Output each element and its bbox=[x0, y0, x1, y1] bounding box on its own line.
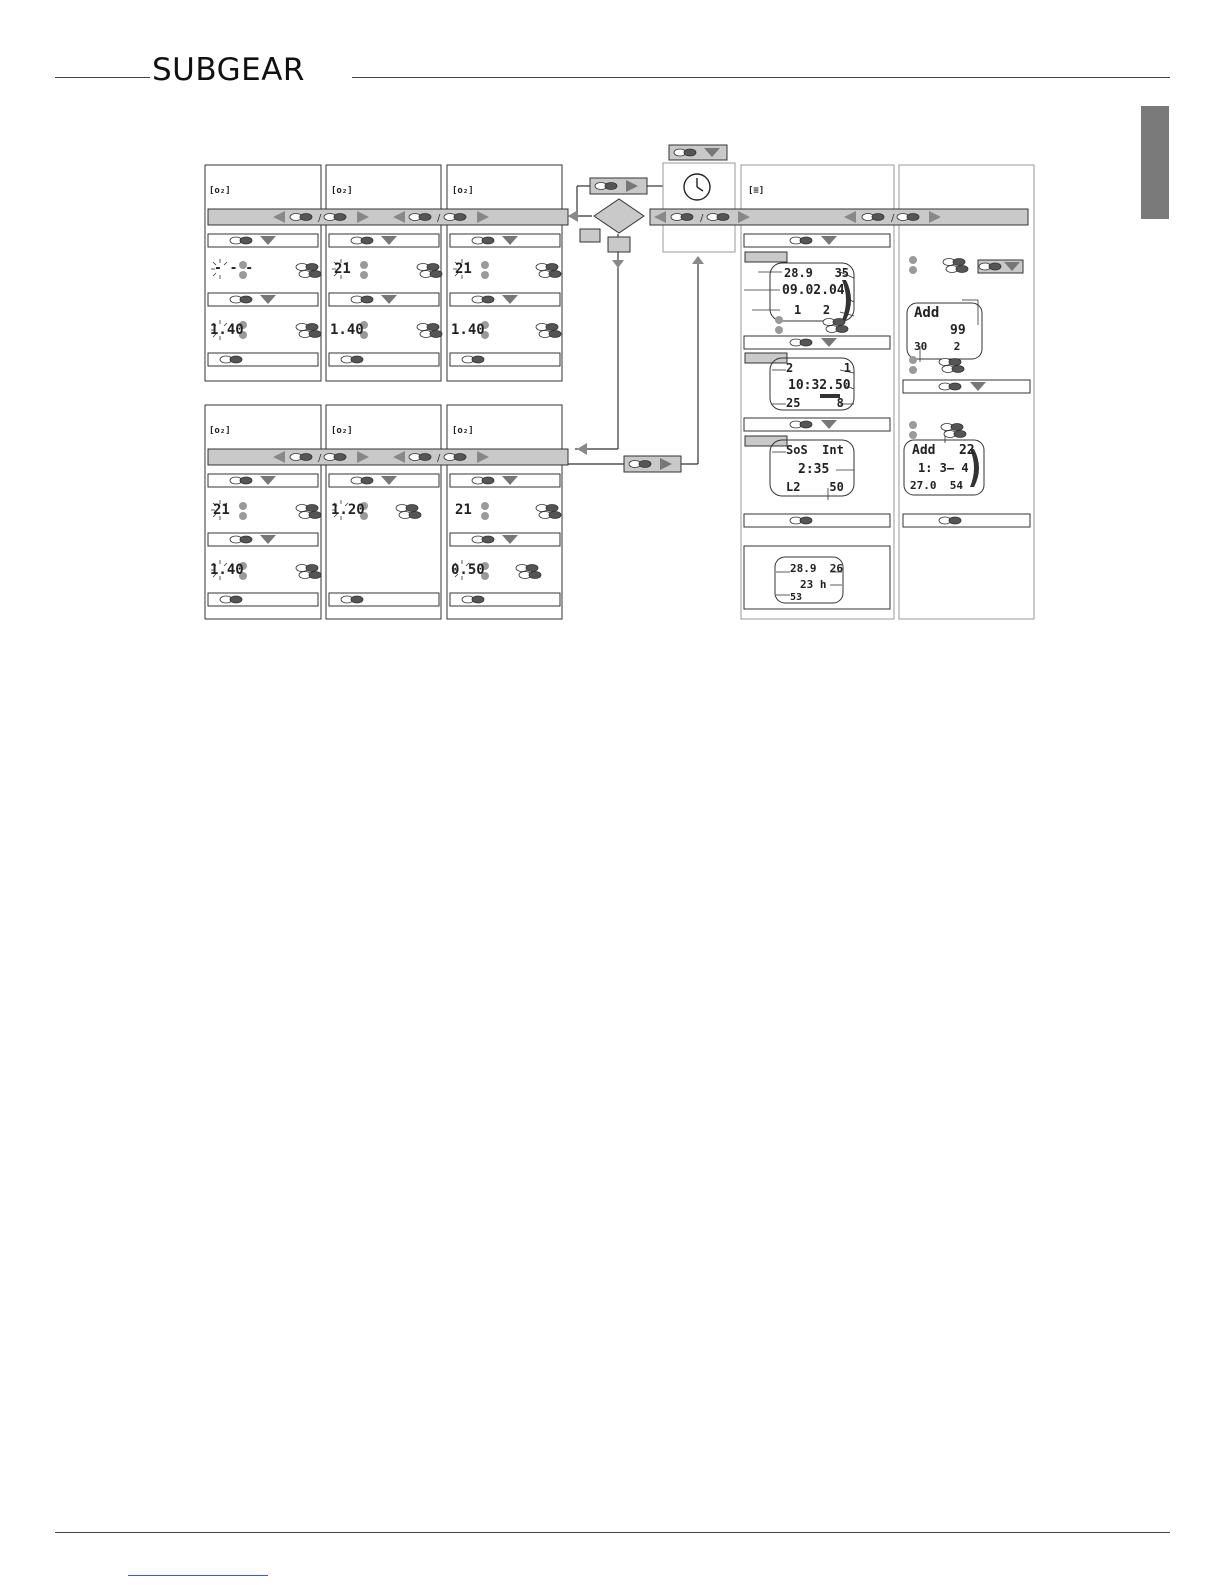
o2-value: 21 bbox=[455, 502, 472, 518]
svg-text:/: / bbox=[318, 213, 322, 224]
logbook-line: 28.9 35 bbox=[784, 266, 850, 280]
o2-value: - - - bbox=[214, 261, 254, 276]
planner-line: 30 2 bbox=[914, 340, 961, 353]
footer-rule bbox=[55, 1532, 1170, 1533]
arrow-down-icon bbox=[612, 260, 624, 268]
planner-line: 1: 3– 4 bbox=[918, 461, 969, 475]
arrow-left-icon bbox=[577, 443, 587, 455]
logbook-line: 25 8 bbox=[786, 396, 844, 410]
ppo2-value: 1.40 bbox=[330, 322, 364, 338]
branch-box-left bbox=[580, 229, 600, 242]
ppo2-value: 0.50 bbox=[451, 562, 485, 578]
logbook-mode-icon: [≡] bbox=[748, 186, 765, 196]
ppo2-value: 1.20 bbox=[331, 502, 365, 518]
logbook-line: 10:32.50 bbox=[788, 378, 851, 393]
o2-mode-icon: [o₂] bbox=[331, 186, 353, 196]
ppo2-value: 1.40 bbox=[210, 322, 244, 338]
history-line: 53 bbox=[790, 592, 803, 603]
clock-panel bbox=[663, 163, 735, 252]
planner-line: Add 22 bbox=[912, 443, 975, 458]
svg-text:/: / bbox=[318, 453, 322, 464]
o2-mode-icon: [o₂] bbox=[331, 426, 353, 436]
o2-mode-icon: [o₂] bbox=[209, 426, 231, 436]
o2-mode-icon: [o₂] bbox=[452, 426, 474, 436]
ppo2-value: 1.40 bbox=[210, 562, 244, 578]
svg-text:/: / bbox=[700, 213, 704, 224]
brand-logo: SUBGEAR bbox=[152, 52, 305, 88]
o2-mode-icon: [o₂] bbox=[209, 186, 231, 196]
o2-value: 21 bbox=[334, 261, 351, 277]
history-line: 23 h bbox=[800, 578, 827, 591]
logbook-line: 2:35 bbox=[798, 462, 830, 477]
branch-box-right bbox=[608, 237, 630, 252]
o2-mode-icon: [o₂] bbox=[452, 186, 474, 196]
nav-bar-bottom-left bbox=[208, 449, 568, 465]
o2-value: 21 bbox=[455, 261, 472, 277]
footer-link-underline[interactable] bbox=[128, 1575, 268, 1576]
planner-line: 99 bbox=[950, 323, 966, 338]
button-box-top bbox=[669, 145, 727, 160]
flow-diagram bbox=[0, 0, 1225, 640]
ppo2-value: 1.40 bbox=[451, 322, 485, 338]
history-line: 28.9 26 bbox=[790, 562, 843, 575]
button-box-to-clock bbox=[590, 178, 647, 194]
decision-diamond-icon bbox=[594, 199, 644, 233]
svg-text:/: / bbox=[891, 213, 895, 224]
arrow-left-icon bbox=[568, 210, 578, 222]
logbook-line: SoS Int bbox=[786, 443, 844, 457]
logbook-line: 2 1 bbox=[786, 361, 852, 375]
planner-line: 27.0 54 bbox=[910, 479, 963, 492]
arrow-up-icon bbox=[692, 256, 704, 264]
logbook-line: 1 2 bbox=[794, 303, 831, 317]
svg-text:/: / bbox=[437, 213, 441, 224]
logbook-line: L2 50 bbox=[786, 480, 844, 494]
logbook-line: 09.02.04 bbox=[782, 283, 845, 298]
o2-value: 21 bbox=[213, 502, 230, 518]
nav-bar-top-left bbox=[208, 209, 568, 225]
svg-text:/: / bbox=[437, 453, 441, 464]
planner-line: Add bbox=[914, 305, 940, 321]
button-box-bottom bbox=[624, 456, 681, 472]
